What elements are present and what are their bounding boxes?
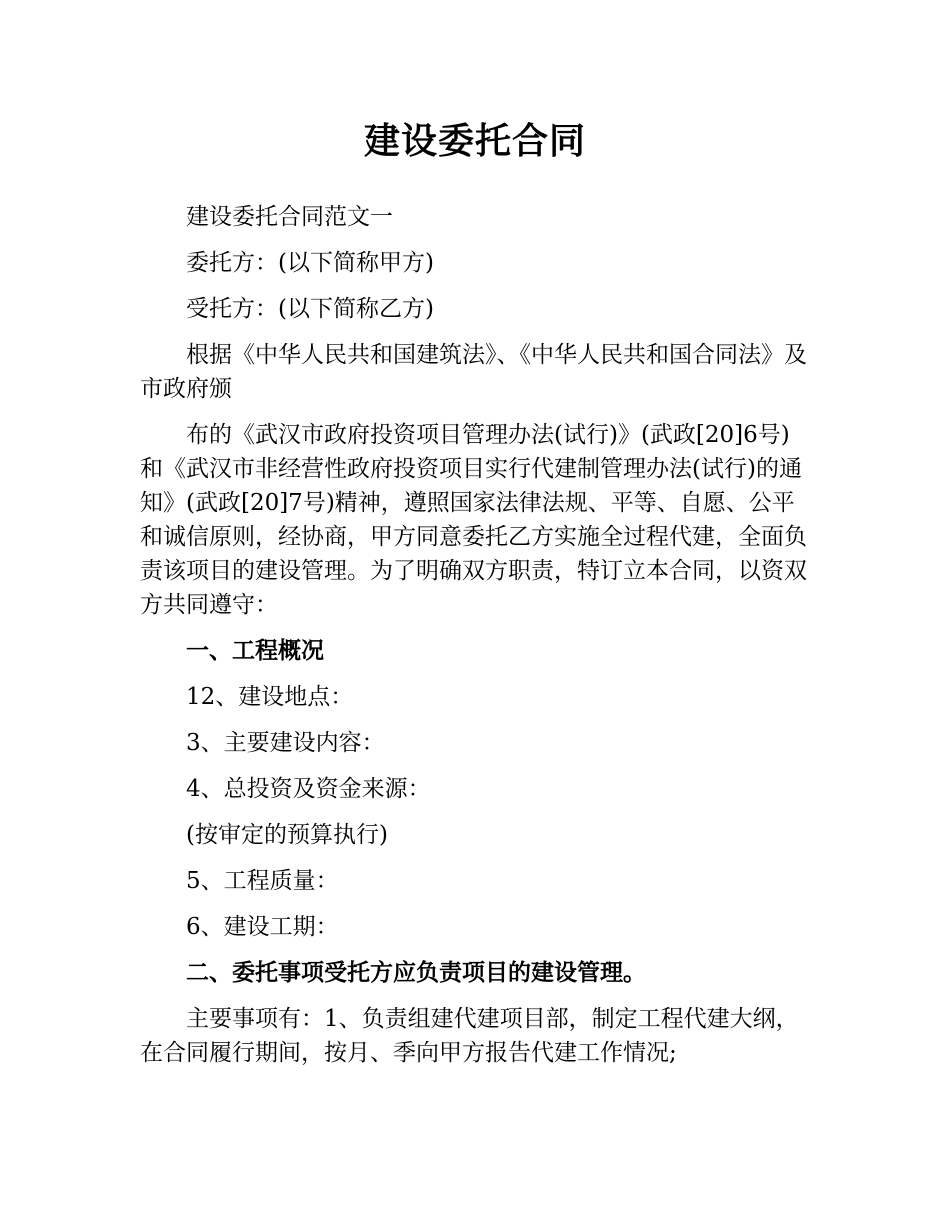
principal-party: 委托方：(以下简称甲方) xyxy=(186,250,434,276)
project-quality-item: 5、工程质量： xyxy=(186,868,339,894)
main-matters-paragraph: 主要事项有：1、负责组建代建项目部，制定工程代建大纲，在合同履行期间，按月、季向甲方报告代建工作情况; xyxy=(140,1006,799,1066)
contract-purpose-paragraph: 布的《武汉市政府投资项目管理办法(试行)》(武政[20]6号)和《武汉市非经营性政府投资项目实行代建制管理办法(试行)的通知》(武政[20]7号)精神，遵照国家法律法规、平等、自愿、公平和诚信原则，经协商，甲方同意委托乙方实施全过程代建，全面负责该项目的建设管理。为了明确双方职责，特订立本合同，以资双方共同遵守： xyxy=(140,422,807,618)
document-body xyxy=(140,200,810,1082)
budget-note: (按审定的预算执行) xyxy=(186,822,388,848)
construction-period-item: 6、建设工期： xyxy=(186,914,339,940)
legal-basis-paragraph: 根据《中华人民共和国建筑法》、《中华人民共和国合同法》及市政府颁 xyxy=(140,342,807,402)
section-heading-entrusted-matters: 二、委托事项受托方应负责项目的建设管理。 xyxy=(186,960,646,986)
investment-source-item: 4、总投资及资金来源： xyxy=(186,776,431,802)
agent-party: 受托方：(以下简称乙方) xyxy=(186,296,434,322)
contract-sample-heading: 建设委托合同范文一 xyxy=(186,204,393,230)
document-title: 建设委托合同 xyxy=(363,121,586,162)
section-heading-project-overview: 一、工程概况 xyxy=(186,638,324,664)
construction-content-item: 3、主要建设内容： xyxy=(186,730,385,756)
project-location-item: 12、建设地点： xyxy=(186,684,354,710)
